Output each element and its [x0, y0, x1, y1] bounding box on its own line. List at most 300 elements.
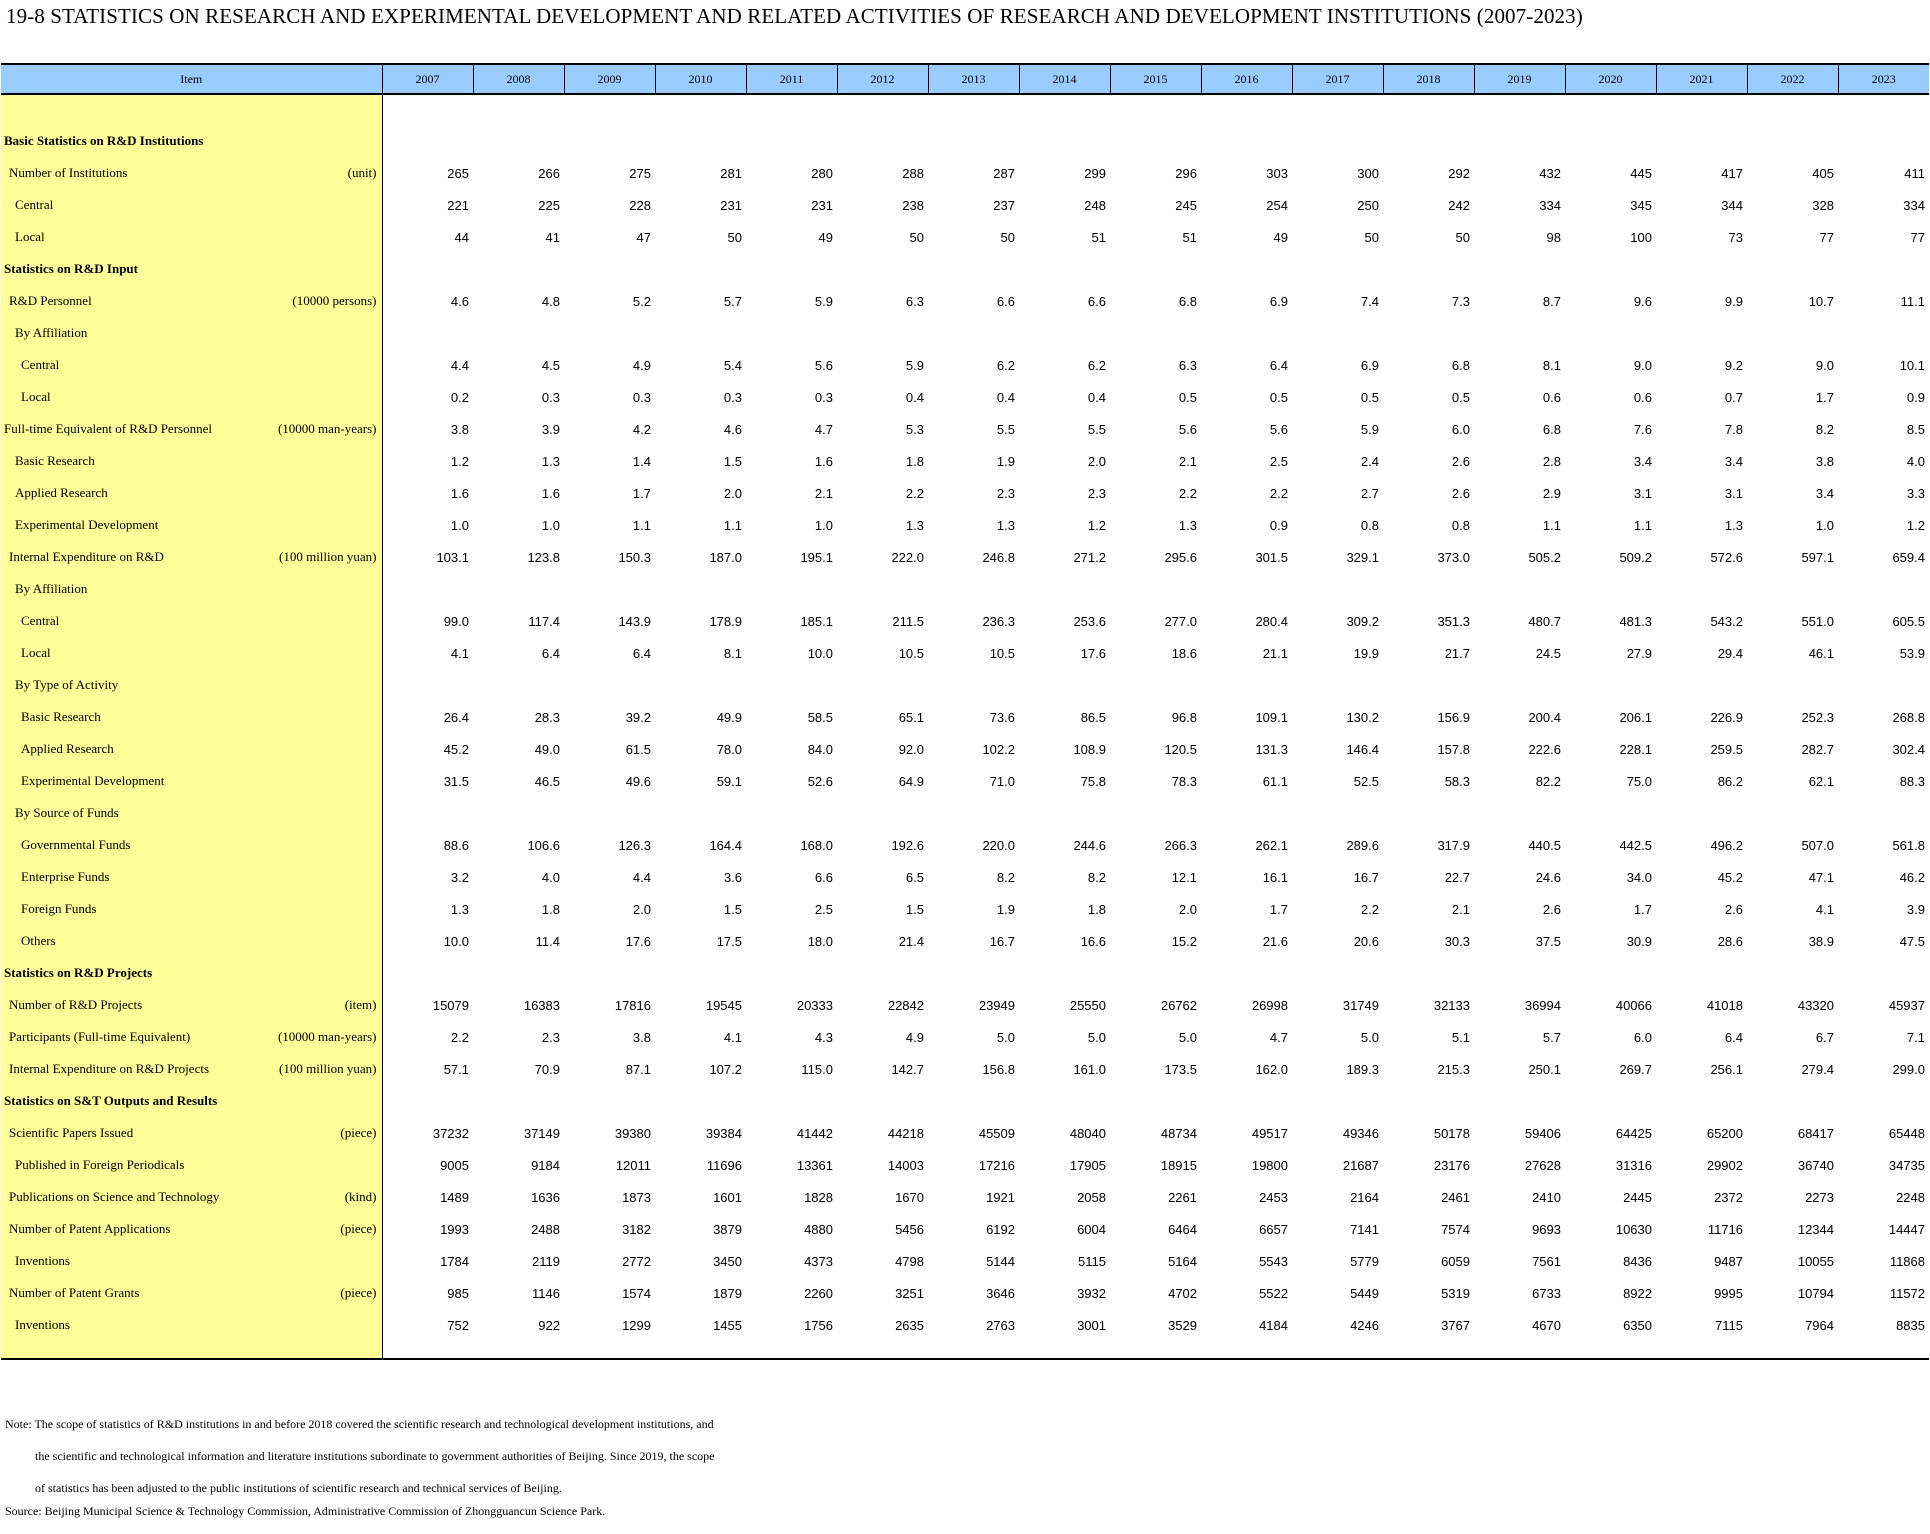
row-label: Basic Research	[21, 709, 101, 724]
data-cell: 222.6	[1528, 741, 1561, 757]
data-cell: 2.0	[1178, 901, 1197, 917]
row-label-cell	[1, 541, 382, 573]
data-cell: 8835	[1896, 1317, 1925, 1333]
data-cell: 3767	[1441, 1317, 1470, 1333]
data-cell: 5.0	[1178, 1029, 1197, 1045]
data-cell: 277.0	[1164, 613, 1197, 629]
data-cell: 16.7	[989, 933, 1015, 949]
data-cell: 221	[447, 197, 469, 213]
data-cell: 173.5	[1164, 1061, 1197, 1077]
row-label-cell	[1, 381, 382, 413]
data-cell: 6657	[1259, 1221, 1288, 1237]
data-cell	[746, 797, 837, 829]
data-cell: 21.4	[898, 933, 924, 949]
data-cell: 3251	[895, 1285, 924, 1301]
data-cell: 480.7	[1528, 613, 1561, 629]
data-cell: 2.2	[1269, 485, 1288, 501]
data-cell	[1474, 253, 1565, 285]
data-cell: 2273	[1805, 1189, 1834, 1205]
data-cell: 505.2	[1528, 549, 1561, 565]
data-cell: 32133	[1433, 997, 1470, 1013]
data-cell: 288	[902, 165, 924, 181]
data-cell: 6.3	[1178, 357, 1197, 373]
table-row	[1, 957, 1929, 989]
data-cell: 262.1	[1255, 837, 1288, 853]
data-cell: 16.6	[1080, 933, 1106, 949]
data-cell: 6.4	[1724, 1029, 1743, 1045]
data-cell: 222.0	[891, 549, 924, 565]
data-cell	[1474, 573, 1565, 605]
data-cell: 0.5	[1451, 389, 1470, 405]
data-cell: 51	[1091, 229, 1106, 245]
data-cell: 2.2	[905, 485, 924, 501]
data-cell	[1838, 1085, 1929, 1117]
data-cell	[1656, 957, 1747, 989]
table-row	[1, 1085, 1929, 1117]
row-label-cell	[1, 1117, 382, 1149]
data-cell: 6.4	[541, 645, 560, 661]
data-cell: 4670	[1532, 1317, 1561, 1333]
data-cell: 287	[993, 165, 1015, 181]
data-cell: 123.8	[527, 549, 560, 565]
data-cell: 1.4	[632, 453, 651, 469]
data-cell: 4184	[1259, 1317, 1288, 1333]
data-cell	[382, 1085, 473, 1117]
data-cell: 48734	[1160, 1125, 1197, 1141]
table-row	[1, 765, 1929, 797]
row-label: Participants (Full-time Equivalent)	[9, 1029, 191, 1044]
data-cell	[1565, 957, 1656, 989]
data-cell: 4.3	[814, 1029, 833, 1045]
row-label-cell	[1, 285, 382, 317]
row-label: Local	[15, 229, 45, 244]
data-cell: 1670	[895, 1189, 924, 1205]
data-cell: 329.1	[1346, 549, 1379, 565]
data-cell: 317.9	[1437, 837, 1470, 853]
data-cell: 9487	[1714, 1253, 1743, 1269]
data-cell: 1828	[804, 1189, 833, 1205]
data-cell	[1110, 573, 1201, 605]
data-cell: 7964	[1805, 1317, 1834, 1333]
data-cell: 1489	[440, 1189, 469, 1205]
data-cell: 28.3	[534, 709, 560, 725]
data-cell: 2.8	[1542, 453, 1561, 469]
data-cell	[655, 253, 746, 285]
data-cell	[1747, 317, 1838, 349]
data-cell: 280.4	[1255, 613, 1288, 629]
data-cell: 299.0	[1892, 1061, 1925, 1077]
data-cell: 12011	[615, 1157, 651, 1173]
data-cell: 5.4	[723, 357, 742, 373]
data-cell	[746, 317, 837, 349]
data-cell: 14003	[887, 1157, 924, 1173]
row-label-cell	[1, 989, 382, 1021]
data-cell: 185.1	[800, 613, 833, 629]
data-cell: 156.8	[982, 1061, 1015, 1077]
data-cell: 19545	[705, 997, 742, 1013]
row-label: Publications on Science and Technology	[9, 1189, 220, 1204]
data-cell: 43320	[1797, 997, 1834, 1013]
data-cell: 37149	[523, 1125, 560, 1141]
data-cell: 41	[545, 229, 560, 245]
data-cell	[837, 317, 928, 349]
row-label-cell	[1, 957, 382, 989]
data-cell: 1601	[713, 1189, 742, 1205]
data-cell	[655, 1085, 746, 1117]
data-cell: 8.1	[723, 645, 742, 661]
data-cell: 1.8	[1087, 901, 1106, 917]
data-cell: 37.5	[1535, 933, 1561, 949]
data-cell: 9184	[531, 1157, 560, 1173]
data-cell: 102.2	[982, 741, 1015, 757]
data-cell: 52.5	[1353, 773, 1379, 789]
data-cell	[928, 957, 1019, 989]
data-cell: 244.6	[1073, 837, 1106, 853]
data-cell	[1565, 125, 1656, 157]
data-cell: 432	[1539, 165, 1561, 181]
column-header-year: 2014	[1019, 64, 1110, 94]
data-cell	[1747, 1085, 1838, 1117]
data-cell: 187.0	[709, 549, 742, 565]
data-cell: 4.7	[1269, 1029, 1288, 1045]
column-header-year: 2018	[1383, 64, 1474, 94]
data-cell	[1019, 957, 1110, 989]
data-cell: 4246	[1350, 1317, 1379, 1333]
data-cell: 31316	[1615, 1157, 1652, 1173]
data-cell: 8.5	[1906, 421, 1925, 437]
data-cell: 543.2	[1710, 613, 1743, 629]
data-cell	[1474, 797, 1565, 829]
data-cell: 10.0	[807, 645, 833, 661]
data-cell: 301.5	[1255, 549, 1288, 565]
data-cell: 65448	[1888, 1125, 1925, 1141]
row-label: Scientific Papers Issued	[9, 1125, 134, 1140]
data-cell: 440.5	[1528, 837, 1561, 853]
data-cell: 256.1	[1710, 1061, 1743, 1077]
row-label: Statistics on R&D Input	[4, 261, 138, 276]
data-cell: 1.0	[814, 517, 833, 533]
data-cell	[382, 573, 473, 605]
data-cell: 50178	[1433, 1125, 1470, 1141]
data-cell	[564, 317, 655, 349]
row-label: Inventions	[15, 1253, 70, 1268]
table-row	[1, 861, 1929, 893]
data-cell: 2372	[1714, 1189, 1743, 1205]
data-cell	[746, 669, 837, 701]
data-cell: 481.3	[1619, 613, 1652, 629]
column-header-year: 2009	[564, 64, 655, 94]
table-row	[1, 989, 1929, 1021]
data-cell: 4.6	[450, 293, 469, 309]
data-cell: 25550	[1069, 997, 1106, 1013]
data-cell: 19800	[1251, 1157, 1288, 1173]
data-cell: 266	[538, 165, 560, 181]
data-cell: 6.0	[1633, 1029, 1652, 1045]
data-cell	[1838, 253, 1929, 285]
data-cell: 1299	[622, 1317, 651, 1333]
data-cell: 1.6	[450, 485, 469, 501]
data-cell	[473, 573, 564, 605]
table-row	[1, 1213, 1929, 1245]
row-label-cell	[1, 1021, 382, 1053]
row-label: Central	[21, 613, 60, 628]
data-cell: 28.6	[1717, 933, 1743, 949]
row-unit: (piece)	[340, 1221, 377, 1236]
data-cell: 2.1	[1451, 901, 1470, 917]
row-label: Applied Research	[21, 741, 114, 756]
data-cell: 373.0	[1437, 549, 1470, 565]
data-cell: 88.6	[443, 837, 469, 853]
data-cell: 64.9	[898, 773, 924, 789]
column-header-year: 2023	[1838, 64, 1929, 94]
column-header-year: 2010	[655, 64, 746, 94]
data-cell: 7.8	[1724, 421, 1743, 437]
data-cell: 10.5	[898, 645, 924, 661]
data-cell: 7561	[1532, 1253, 1561, 1269]
data-cell: 2.4	[1360, 453, 1379, 469]
data-cell: 5.9	[905, 357, 924, 373]
data-cell: 73	[1728, 229, 1743, 245]
data-cell: 11716	[1707, 1221, 1743, 1237]
row-label-cell	[1, 413, 382, 445]
row-label: Experimental Development	[15, 517, 159, 532]
data-cell: 0.9	[1906, 389, 1925, 405]
data-cell: 51	[1182, 229, 1197, 245]
data-cell: 281	[720, 165, 742, 181]
data-cell	[1656, 1085, 1747, 1117]
data-cell: 2.5	[1269, 453, 1288, 469]
data-cell: 4.6	[723, 421, 742, 437]
data-cell: 31749	[1342, 997, 1379, 1013]
row-label: Applied Research	[15, 485, 108, 500]
data-cell: 4.8	[541, 293, 560, 309]
data-cell: 2.0	[723, 485, 742, 501]
data-cell	[1201, 669, 1292, 701]
data-cell: 6059	[1441, 1253, 1470, 1269]
data-cell: 3.6	[723, 869, 742, 885]
data-cell: 6.6	[814, 869, 833, 885]
data-cell: 2.1	[1178, 453, 1197, 469]
data-cell	[1019, 125, 1110, 157]
data-cell: 605.5	[1892, 613, 1925, 629]
data-cell: 309.2	[1346, 613, 1379, 629]
data-cell	[1019, 317, 1110, 349]
data-cell: 31.5	[443, 773, 469, 789]
data-cell: 9.2	[1724, 357, 1743, 373]
data-cell: 1.3	[1178, 517, 1197, 533]
data-cell	[1565, 669, 1656, 701]
data-cell: 162.0	[1255, 1061, 1288, 1077]
row-label: Local	[21, 389, 51, 404]
row-label: Statistics on S&T Outputs and Results	[4, 1093, 218, 1108]
data-cell: 39384	[705, 1125, 742, 1141]
data-cell: 561.8	[1892, 837, 1925, 853]
data-cell: 36994	[1524, 997, 1561, 1013]
data-cell: 5.6	[814, 357, 833, 373]
data-cell: 5.9	[814, 293, 833, 309]
row-label: Statistics on R&D Projects	[4, 965, 153, 980]
table-row	[1, 445, 1929, 477]
data-cell: 7.1	[1906, 1029, 1925, 1045]
data-cell	[382, 669, 473, 701]
table-row	[1, 381, 1929, 413]
data-cell: 50	[1364, 229, 1379, 245]
data-cell: 24.5	[1535, 645, 1561, 661]
data-cell	[1838, 957, 1929, 989]
data-cell: 248	[1084, 197, 1106, 213]
data-cell: 192.6	[891, 837, 924, 853]
data-cell	[1110, 669, 1201, 701]
column-header-item: Item	[1, 64, 382, 94]
data-cell: 49346	[1342, 1125, 1379, 1141]
data-cell: 24.6	[1535, 869, 1561, 885]
data-cell	[564, 1085, 655, 1117]
data-cell: 2772	[622, 1253, 651, 1269]
data-cell: 87.1	[625, 1061, 651, 1077]
data-cell	[382, 253, 473, 285]
data-cell	[1565, 573, 1656, 605]
row-label-cell	[1, 669, 382, 701]
data-cell: 6.9	[1360, 357, 1379, 373]
data-cell: 220.0	[982, 837, 1015, 853]
data-cell: 1.3	[1724, 517, 1743, 533]
data-cell	[1747, 957, 1838, 989]
table-row	[1, 349, 1929, 381]
data-cell: 16383	[523, 997, 560, 1013]
data-cell: 1993	[440, 1221, 469, 1237]
data-cell: 3.8	[450, 421, 469, 437]
row-label: Number of Institutions	[9, 165, 128, 180]
data-cell: 5.7	[723, 293, 742, 309]
data-cell: 5.2	[632, 293, 651, 309]
data-cell	[1383, 573, 1474, 605]
data-cell: 18.6	[1171, 645, 1197, 661]
data-cell: 231	[811, 197, 833, 213]
data-cell: 572.6	[1710, 549, 1743, 565]
row-unit: (10000 man-years)	[277, 421, 377, 436]
data-cell	[746, 253, 837, 285]
data-cell: 3.9	[1906, 901, 1925, 917]
data-cell	[1565, 317, 1656, 349]
data-cell: 26998	[1251, 997, 1288, 1013]
row-label-cell	[1, 765, 382, 797]
row-label-cell	[1, 445, 382, 477]
data-cell	[473, 125, 564, 157]
data-cell: 351.3	[1437, 613, 1470, 629]
data-cell	[1292, 797, 1383, 829]
data-cell: 100	[1630, 229, 1652, 245]
data-cell: 86.5	[1080, 709, 1106, 725]
data-cell	[1838, 573, 1929, 605]
data-cell: 2488	[531, 1221, 560, 1237]
statistics-table	[1, 63, 1929, 1360]
data-cell: 6192	[986, 1221, 1015, 1237]
row-label: Published in Foreign Periodicals	[15, 1157, 185, 1172]
data-cell: 271.2	[1073, 549, 1106, 565]
row-unit: (100 million yuan)	[279, 549, 377, 564]
column-header-year: 2015	[1110, 64, 1201, 94]
data-cell: 1873	[622, 1189, 651, 1205]
data-cell: 295.6	[1164, 549, 1197, 565]
table-row	[1, 669, 1929, 701]
data-cell: 12344	[1797, 1221, 1834, 1237]
data-cell: 27.9	[1626, 645, 1652, 661]
data-cell: 64425	[1615, 1125, 1652, 1141]
data-cell: 130.2	[1346, 709, 1379, 725]
data-cell: 4.1	[450, 645, 469, 661]
data-cell: 4.7	[814, 421, 833, 437]
data-cell: 1.2	[1087, 517, 1106, 533]
row-label: Central	[21, 357, 60, 372]
data-cell: 16.1	[1262, 869, 1288, 885]
data-cell: 1.0	[1815, 517, 1834, 533]
data-cell: 10794	[1797, 1285, 1834, 1301]
data-cell: 1.3	[541, 453, 560, 469]
data-cell: 6.0	[1451, 421, 1470, 437]
data-cell: 1.8	[905, 453, 924, 469]
data-cell: 115.0	[801, 1061, 833, 1077]
row-label: R&D Personnel	[9, 293, 92, 308]
data-cell: 6.3	[905, 293, 924, 309]
data-cell: 215.3	[1437, 1061, 1470, 1077]
column-header-year: 2012	[837, 64, 928, 94]
row-label-cell	[1, 1277, 382, 1309]
row-label-cell	[1, 1149, 382, 1181]
data-cell: 237	[993, 197, 1015, 213]
data-cell: 92.0	[898, 741, 924, 757]
data-cell: 2164	[1350, 1189, 1379, 1205]
data-cell	[837, 957, 928, 989]
data-cell: 985	[447, 1285, 469, 1301]
table-notes	[5, 1408, 715, 1504]
data-cell: 2.2	[1178, 485, 1197, 501]
data-cell: 1.0	[450, 517, 469, 533]
row-label-cell	[1, 925, 382, 957]
data-cell: 200.4	[1528, 709, 1561, 725]
row-label: Number of Patent Applications	[9, 1221, 171, 1236]
row-label: Number of R&D Projects	[9, 997, 143, 1012]
data-cell: 78.3	[1171, 773, 1197, 789]
data-cell: 328	[1812, 197, 1834, 213]
data-cell: 7574	[1441, 1221, 1470, 1237]
data-cell: 49	[818, 229, 833, 245]
data-cell	[473, 1085, 564, 1117]
data-cell: 13361	[796, 1157, 833, 1173]
row-label-cell	[1, 125, 382, 157]
table-spacer-row	[1, 1341, 1929, 1359]
data-cell: 275	[629, 165, 651, 181]
data-cell: 242	[1448, 197, 1470, 213]
data-cell: 344	[1721, 197, 1743, 213]
row-label: Experimental Development	[21, 773, 165, 788]
table-row	[1, 1277, 1929, 1309]
data-cell	[1656, 317, 1747, 349]
data-cell	[1838, 125, 1929, 157]
data-cell: 10.0	[443, 933, 469, 949]
data-cell: 1.3	[450, 901, 469, 917]
data-cell: 3001	[1077, 1317, 1106, 1333]
data-cell: 2.2	[1360, 901, 1379, 917]
data-cell: 27628	[1524, 1157, 1561, 1173]
note-line-1: Note: The scope of statistics of R&D institutions in and before 2018 covered the scientific research and technological development institutions, and	[5, 1417, 714, 1431]
data-cell: 268.8	[1892, 709, 1925, 725]
table-row	[1, 1021, 1929, 1053]
data-cell: 22842	[887, 997, 924, 1013]
data-cell	[746, 125, 837, 157]
data-cell: 131.3	[1255, 741, 1288, 757]
data-cell: 8.2	[1815, 421, 1834, 437]
row-label-cell	[1, 637, 382, 669]
